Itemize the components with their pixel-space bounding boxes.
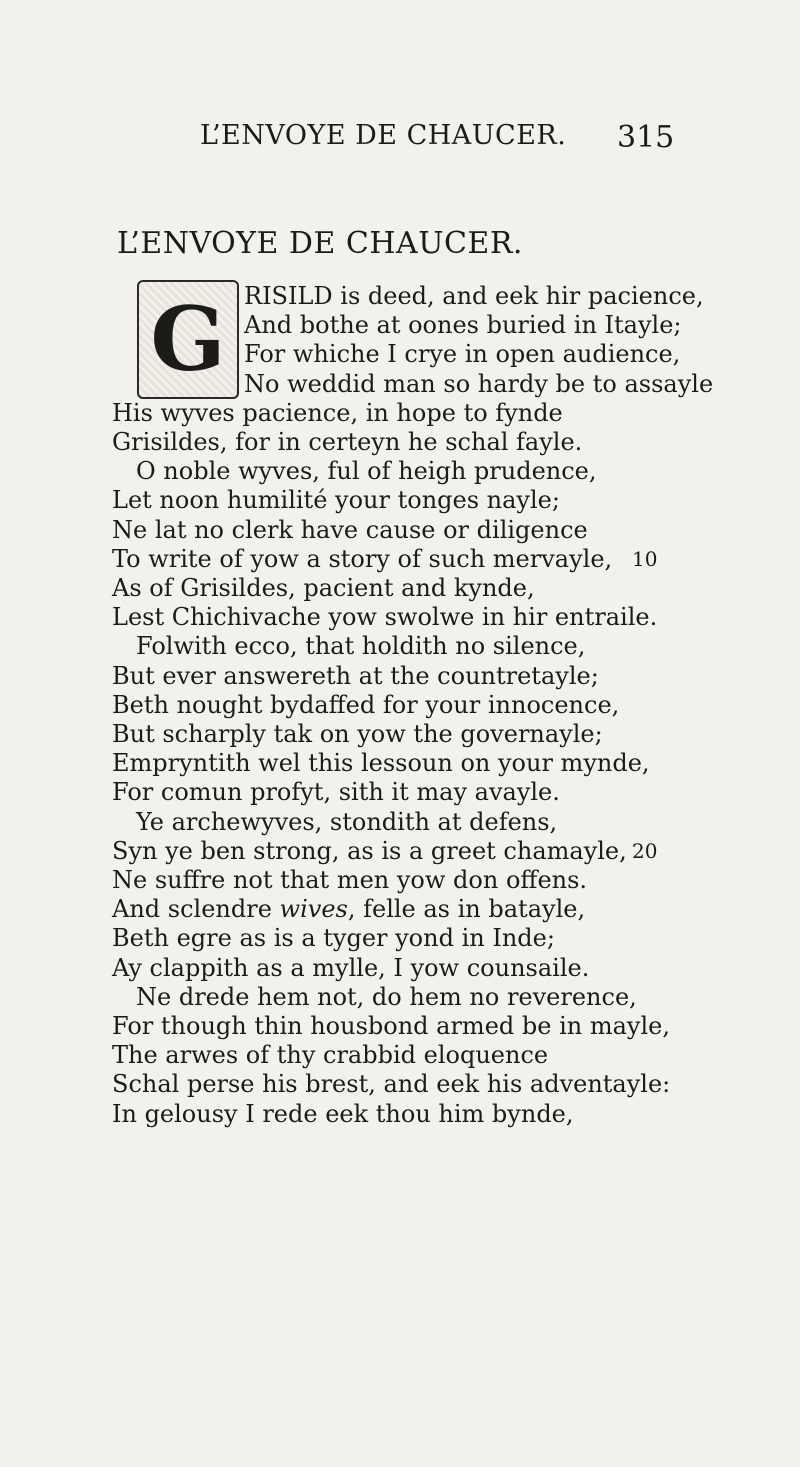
- poem-line-text: Empryntith wel this lessoun on your mynde,: [112, 749, 650, 778]
- initial-letter: G: [150, 287, 226, 391]
- poem-line-text: In gelousy I rede eek thou him bynde,: [112, 1099, 574, 1128]
- poem-line: [0, 311, 800, 341]
- poem-line-text: But scharply tak on yow the governayle;: [112, 720, 603, 748]
- poem-line-text: Beth egre as is a tyger yond in Inde;: [112, 924, 555, 953]
- poem-line-text: Grisildes, for in certeyn he schal fayle.: [112, 428, 583, 456]
- poem-line-text: His wyves pacience, in hope to fynde: [112, 398, 563, 427]
- poem-line: [0, 457, 800, 487]
- poem-line-text: To write of yow a story of such mervayle,: [112, 544, 613, 573]
- poem-line-text: For though thin housbond armed be in mayle,: [112, 1012, 670, 1040]
- poem-line: [0, 866, 800, 896]
- poem-line: [0, 720, 800, 750]
- poem-line: [0, 954, 800, 984]
- poem-line: [0, 691, 800, 721]
- poem-line: [0, 545, 800, 575]
- poem-line: [0, 632, 800, 662]
- poem-line-text: O noble wyves, ful of heigh prudence,: [136, 457, 597, 486]
- poem-line-text: But ever answereth at the countretayle;: [112, 661, 599, 690]
- poem-line-text: The arwes of thy crabbid eloquence: [112, 1041, 549, 1070]
- poem-line-text: Let noon humilité your tonges nayle;: [112, 486, 560, 515]
- poem-line: [0, 895, 800, 925]
- poem-line-text: For comun profyt, sith it may avayle.: [112, 778, 560, 807]
- poem-line-text: Ne lat no clerk have cause or diligence: [112, 515, 588, 544]
- poem-line-text: Ay clappith as a mylle, I yow counsaile.: [112, 953, 590, 982]
- poem-line-text: Lest Chichivache yow swolwe in hir entraile.: [112, 603, 658, 632]
- poem-line: [0, 486, 800, 516]
- poem-line: [0, 603, 800, 633]
- poem-line: [0, 428, 800, 458]
- poem-line: [0, 370, 800, 400]
- poem-line: [0, 808, 800, 838]
- poem-line-text: Syn ye ben strong, as is a greet chamayle,: [112, 836, 627, 865]
- poem-line: [0, 340, 800, 370]
- poem-line-text: Schal perse his brest, and eek his adventayle:: [112, 1070, 671, 1099]
- poem-line: [0, 749, 800, 779]
- poem-line-text: Ye archewyves, stondith at defens,: [136, 807, 558, 836]
- poem-line-text: No weddid man so hardy be to assayle: [244, 369, 714, 398]
- poem-line: [0, 282, 800, 312]
- poem-line: [0, 1041, 800, 1071]
- poem-line: [0, 983, 800, 1013]
- poem-line-text: Folwith ecco, that holdith no silence,: [136, 632, 586, 661]
- poem-line: [0, 778, 800, 808]
- line-number: 10: [632, 546, 658, 571]
- poem-line: [0, 399, 800, 429]
- line-number: 20: [632, 838, 658, 863]
- poem-line: [0, 1070, 800, 1100]
- poem-line-text: Ne drede hem not, do hem no reverence,: [136, 982, 637, 1011]
- poem-line: [0, 1100, 800, 1130]
- poem-line: [0, 662, 800, 692]
- poem-line: [0, 516, 800, 546]
- poem-line: [0, 1012, 800, 1042]
- poem-line: [0, 574, 800, 604]
- poem-line-text: For whiche I crye in open audience,: [244, 340, 681, 369]
- poem-line: [0, 837, 800, 867]
- poem-line-text: RISILD is deed, and eek hir pacience,: [244, 282, 704, 310]
- poem-line-text: And sclendre wives, felle as in batayle,: [112, 895, 586, 924]
- poem-line-text: And bothe at oones buried in Itayle;: [244, 311, 682, 340]
- poem-line-text: As of Grisildes, pacient and kynde,: [112, 574, 535, 602]
- running-head: [0, 120, 800, 160]
- running-head-title: L’ENVOYE DE CHAUCER.: [200, 120, 567, 151]
- page-number: 315: [617, 120, 675, 155]
- poem-title: L’ENVOYE DE CHAUCER.: [117, 226, 523, 261]
- poem-line: [0, 924, 800, 954]
- poem-line-text: Beth nought bydaffed for your innocence,: [112, 690, 620, 719]
- poem-line-text: Ne suffre not that men yow don offens.: [112, 866, 588, 894]
